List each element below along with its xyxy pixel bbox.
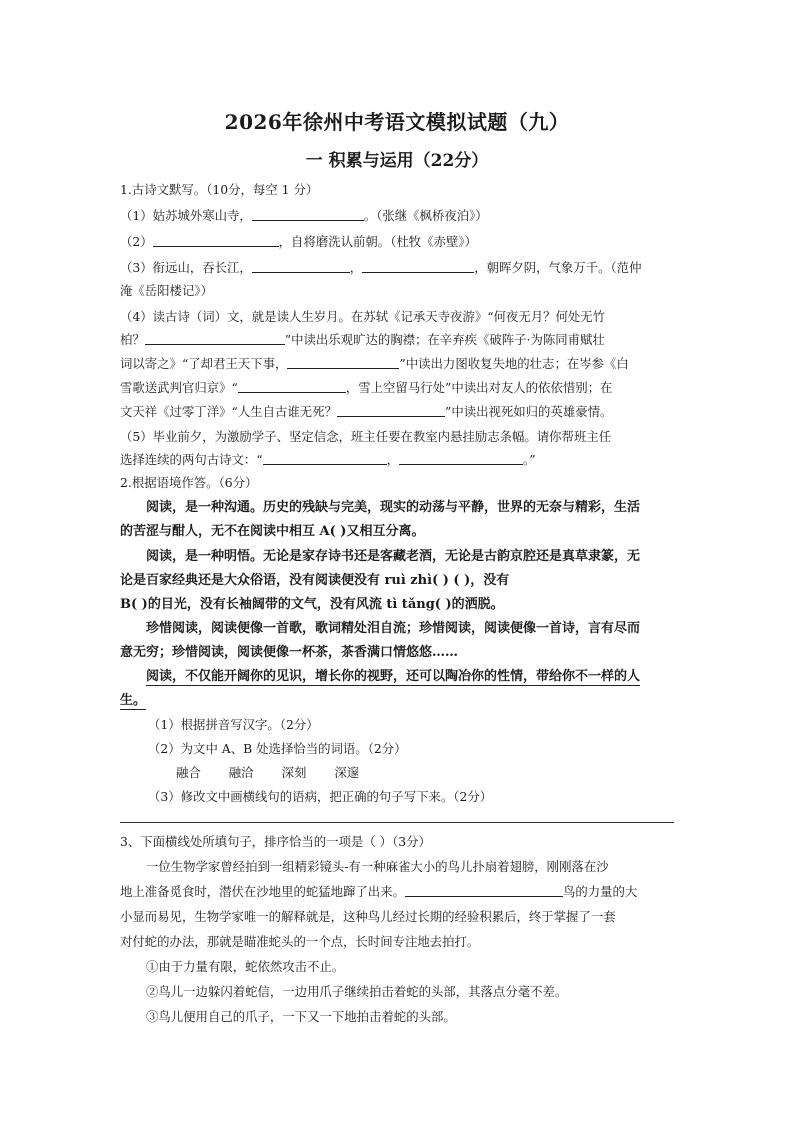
q2-word-options: 融合 融洽 深刻 深邃 — [176, 765, 360, 780]
q1-line-1: （1）姑苏城外寒山寺， 。（张继《枫桥夜泊》） — [120, 208, 488, 223]
page-title: 2026年徐州中考语文模拟试题（九） — [224, 110, 570, 134]
q2-passage-p1b: 的苦涩与酣人，无不在阅读中相互 A( )又相互分离。 — [120, 524, 425, 539]
answer-blank[interactable] — [153, 234, 279, 247]
q1-line-3-cont: 淹《岳阳楼记》） — [120, 283, 213, 298]
q1-heading: 1.古诗文默写。（10分，每空 1 分） — [120, 182, 319, 197]
q1-line-4d: 雪歌送武判官归京》“ ，雪上空留马行处”中读出对友人的依依惜别；在 — [120, 380, 613, 395]
q2-sub-1: （1）根据拼音写汉字。（2分） — [148, 717, 319, 732]
q2-passage-p3a: 珍惜阅读，阅读便像一首歌，歌词精处泪自流；珍惜阅读，阅读便像一首诗，言有尽而 — [146, 621, 641, 636]
q3-option-3: ③鸟儿便用自己的爪子，一下又一下地拍击着蛇的头部。 — [146, 1009, 456, 1024]
q2-passage-p1a: 阅读，是一种沟通。历史的残缺与完美，现实的动荡与平静，世界的无奈与精彩，生活 — [146, 500, 641, 515]
q2-sub-3: （3）修改文中画横线句的语病，把正确的句子写下来。（2分） — [148, 789, 493, 804]
answer-blank[interactable] — [252, 260, 350, 273]
q1-line-3: （3）衔远山，吞长江， ， ，朝晖夕阴，气象万千。（范仲 — [120, 260, 642, 275]
q2-passage-p2b: 论是百家经典还是大众俗语，没有阅读便没有 ruì zhì( ) ( )，没有 — [120, 573, 510, 588]
q2-passage-p2c: B( )的目光，没有长袖阔带的文气，没有风流 tì tǎng( )的洒脱。 — [120, 597, 504, 612]
answer-blank[interactable] — [263, 452, 387, 465]
q1-line-4a: （4）读古诗（词）文，就是读人生岁月。在苏轼《记承天寺夜游》“何夜无月？何处无竹 — [120, 309, 606, 324]
q3-passage-c: 小显而易见，生物学家唯一的解释就是，这种鸟儿经过长期的经验积累后，终于掌握了一套 — [120, 909, 616, 924]
q2-passage-p3b: 意无穷；珍惜阅读，阅读便像一杯茶，茶香满口情悠悠…… — [120, 645, 459, 660]
q1-line-4b: 柏？ ”中读出乐观旷达的胸襟；在辛弃疾《破阵子·为陈同甫赋壮 — [120, 332, 605, 347]
answer-blank[interactable] — [399, 452, 523, 465]
q2-sub-2: （2）为文中 A、B 处选择恰当的词语。（2分） — [148, 741, 407, 756]
q3-heading: 3、下面横线处所填句子，排序恰当的一项是（ ）（3分） — [120, 834, 431, 849]
q2-heading: 2.根据语境作答。（6分） — [120, 475, 258, 490]
q1-line-4c: 词以寄之》“了却君王天下事， ”中读出力图收复失地的壮志；在岑参《白 — [120, 356, 629, 371]
q2-passage-p4a: 阅读，不仅能开阔你的见识，增长你的视野，还可以陶冶你的性情，带给你不一样的人 — [146, 669, 641, 684]
q3-option-1: ①由于力量有限，蛇依然攻击不止。 — [146, 959, 345, 974]
divider — [120, 822, 674, 823]
q3-option-2: ②鸟儿一边躲闪着蛇信，一边用爪子继续拍击着蛇的头部，其落点分毫不差。 — [146, 984, 568, 999]
q1-line-5b: 选择连续的两句古诗文：“ ， 。” — [120, 452, 536, 467]
q2-passage-p2a: 阅读，是一种明悟。无论是家存诗书还是客藏老酒，无论是古韵京腔还是真草隶篆，无 — [146, 549, 641, 564]
answer-blank[interactable] — [362, 260, 474, 273]
q2-passage-p4b: 生。 — [120, 693, 147, 708]
answer-blank[interactable] — [145, 332, 285, 345]
section-heading: 一 积累与运用（22分） — [305, 151, 489, 171]
q3-passage-a: 一位生物学家曾经拍到一组精彩镜头-有一种麻雀大小的鸟儿扑扇着翅膀，刚刚落在沙 — [146, 859, 609, 874]
answer-blank[interactable] — [337, 404, 445, 417]
q3-passage-b: 地上准备觅食时，潜伏在沙地里的蛇猛地蹿了出来。 鸟的力量的大 — [120, 884, 638, 899]
q1-line-5a: （5）毕业前夕，为激励学子、坚定信念，班主任要在教室内悬挂励志条幅。请你帮班主任 — [120, 429, 612, 444]
answer-blank[interactable] — [287, 356, 399, 369]
q1-line-4e: 文天祥《过零丁洋》“人生自古谁无死？ ”中读出视死如归的英雄豪情。 — [120, 404, 613, 419]
answer-blank[interactable] — [238, 380, 346, 393]
answer-blank[interactable] — [252, 208, 364, 221]
answer-blank[interactable] — [405, 884, 563, 897]
q1-line-2: （2） ，自将磨洗认前朝。（杜牧《赤壁》） — [120, 234, 477, 249]
q3-passage-d: 对付蛇的办法，那就是瞄准蛇头的一个点，长时间专注地去拍打。 — [120, 934, 480, 949]
